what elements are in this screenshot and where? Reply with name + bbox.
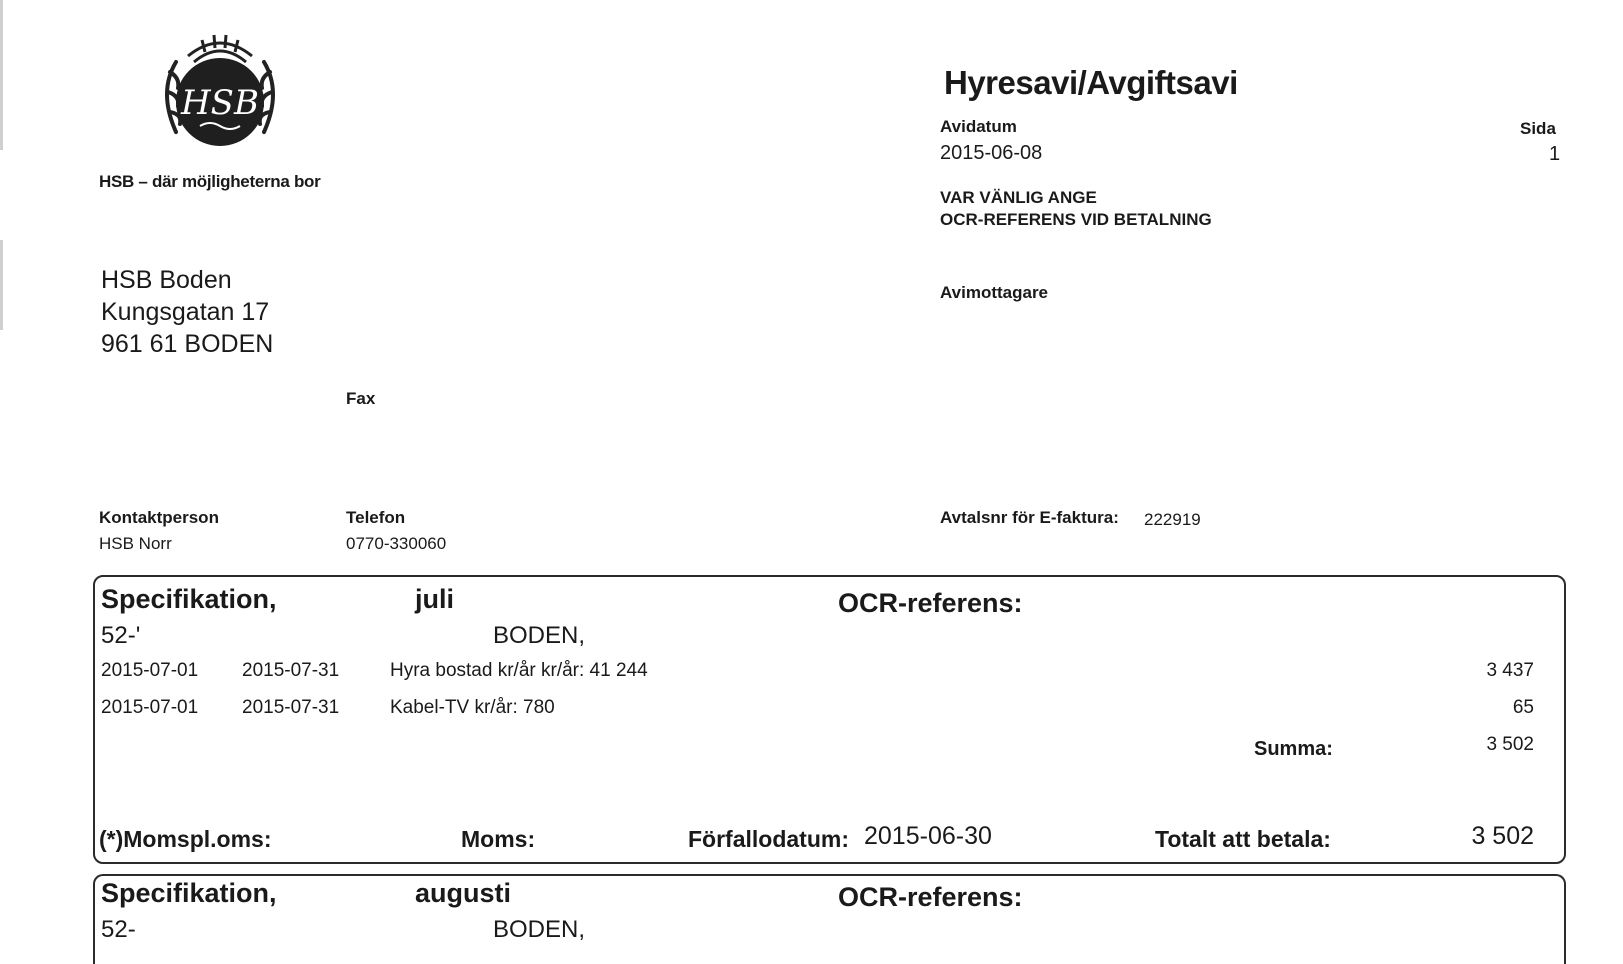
due-date-label: Förfallodatum: xyxy=(688,826,849,852)
sender-name: HSB Boden xyxy=(101,266,232,294)
avidatum-value: 2015-06-08 xyxy=(940,142,1043,164)
row-to-date: 2015-07-31 xyxy=(242,697,340,718)
object-location: BODEN, xyxy=(493,622,586,649)
spec-label: Specifikation, xyxy=(101,878,277,908)
scan-edge-mark xyxy=(0,0,3,150)
svg-text:HSB: HSB xyxy=(181,83,259,123)
spec-month: juli xyxy=(415,584,454,614)
phone-value: 0770-330060 xyxy=(346,534,447,553)
sender-city: 961 61 BODEN xyxy=(101,330,274,358)
ocr-label: OCR-referens: xyxy=(838,882,1023,912)
row-from-date: 2015-07-01 xyxy=(101,660,199,681)
total-value: 3 502 xyxy=(1471,822,1534,850)
summa-value: 3 502 xyxy=(1486,734,1534,755)
object-id: 52- xyxy=(101,916,136,943)
specification-box-july xyxy=(93,575,1566,864)
document-title: Hyresavi/Avgiftsavi xyxy=(944,64,1238,101)
momspl-label: (*)Momspl.oms: xyxy=(99,826,272,852)
notice-line1: VAR VÄNLIG ANGE xyxy=(940,188,1097,207)
summa-label: Summa: xyxy=(1254,738,1333,760)
avidatum-label: Avidatum xyxy=(940,117,1017,136)
fax-label: Fax xyxy=(346,389,376,408)
ocr-label: OCR-referens: xyxy=(838,588,1023,618)
page-label: Sida xyxy=(1520,119,1556,138)
avimottagare-label: Avimottagare xyxy=(940,283,1049,302)
row-amount: 65 xyxy=(1512,697,1534,718)
object-id: 52-' xyxy=(101,622,141,649)
contact-person-value: HSB Norr xyxy=(99,534,172,553)
tagline: HSB – där möjligheterna bor xyxy=(99,172,321,191)
page-number: 1 xyxy=(1549,143,1561,165)
notice-line2: OCR-REFERENS VID BETALNING xyxy=(940,210,1212,229)
row-to-date: 2015-07-31 xyxy=(242,660,340,681)
row-description: Hyra bostad kr/år kr/år: 41 244 xyxy=(390,660,648,681)
sender-street: Kungsgatan 17 xyxy=(101,298,270,326)
due-date-value: 2015-06-30 xyxy=(864,822,992,850)
efaktura-label: Avtalsnr för E-faktura: xyxy=(940,508,1119,527)
efaktura-value: 222919 xyxy=(1144,510,1201,529)
contact-person-label: Kontaktperson xyxy=(99,508,219,527)
phone-label: Telefon xyxy=(346,508,406,527)
scan-edge-mark xyxy=(0,240,3,330)
row-amount: 3 437 xyxy=(1486,660,1534,681)
row-description: Kabel-TV kr/år: 780 xyxy=(390,697,555,718)
moms-label: Moms: xyxy=(461,826,536,852)
spec-month: augusti xyxy=(415,878,512,908)
row-from-date: 2015-07-01 xyxy=(101,697,199,718)
spec-label: Specifikation, xyxy=(101,584,277,614)
hsb-logo xyxy=(150,22,290,162)
object-location: BODEN, xyxy=(493,916,586,943)
total-label: Totalt att betala: xyxy=(1155,826,1331,852)
specification-box-august xyxy=(93,874,1566,964)
